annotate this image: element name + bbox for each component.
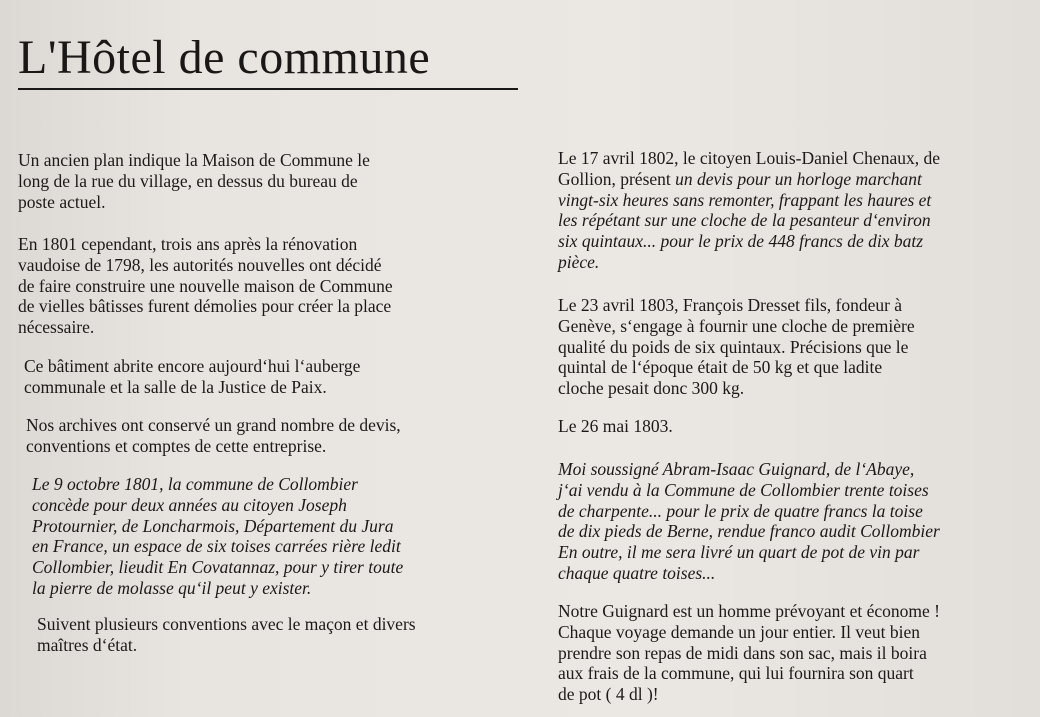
paragraph-text: Suivent plusieurs conventions avec le maçon et divers maîtres d‘état. (37, 614, 416, 655)
page-title: L'Hôtel de commune (18, 31, 431, 84)
paragraph-text: Notre Guignard est un homme prévoyant et économe ! Chaque voyage demande un jour entier. Il veut bien prendre son repas de midi dans son sac, mais il boira aux frais de la commune, qui lui fournira son quart de pot ( 4 dl )! (558, 601, 940, 705)
paragraph-text: Le 9 octobre 1801, la commune de Collombier concède pour deux années au citoyen Joseph Protournier, de Loncharmois, Département du Jura en France, un espace de six toises carrées rière ledit Collombier, lieudit En Covatannaz, pour y tirer toute la pierre de molasse qu‘il peut y exister. (32, 474, 404, 598)
paragraph-text: Un ancien plan indique la Maison de Commune le long de la rue du village, en dessus du bureau de poste actuel. (18, 150, 370, 212)
right-paragraph-4-quote (558, 459, 1040, 584)
left-paragraph-4 (26, 415, 506, 457)
left-paragraph-5-quote (32, 474, 502, 599)
paragraph-text (558, 148, 1040, 273)
title-underline (18, 88, 518, 90)
right-paragraph-1 (558, 148, 1040, 273)
paragraph-text: Ce bâtiment abrite encore aujourd‘hui l‘auberge communale et la salle de la Justice de Paix. (24, 356, 361, 397)
left-paragraph-2 (18, 234, 498, 338)
paragraph-text: En 1801 cependant, trois ans après la rénovation vaudoise de 1798, les autorités nouvelles ont décidé de faire construire une nouvelle maison de Commune de vielles bâtisses furent démolies pour créer la place nécessaire. (18, 234, 393, 338)
paragraph-text: Le 23 avril 1803, François Dresset fils, fondeur à Genève, s‘engage à fournir une cloche de première qualité du poids de six quintaux. Précisions que le quintal de l‘époque était de 50 kg et que ladite cloche pesait donc 300 kg. (558, 295, 915, 399)
left-paragraph-6 (37, 614, 507, 656)
right-paragraph-5 (558, 601, 1040, 705)
paragraph-text-italic: un devis pour un horloge marchant vingt-six heures sans remonter, frappant les haures et les répétant sur une cloche de la pesanteur d‘environ six quintaux... pour le prix de 448 francs de dix batz pièce. (558, 168, 932, 272)
paragraph-text-roman: Le 17 avril 1802, le citoyen Louis-Daniel Chenaux, de Gollion, présent (558, 148, 940, 189)
paragraph-text: Moi soussigné Abram-Isaac Guignard, de l‘Abaye, j‘ai vendu à la Commune de Collombier trente toises de charpente... pour le prix de quatre francs la toise de dix pieds de Berne, rendue franco audit Collombier En outre, il me sera livré un quart de pot de vin par chaque quatre toises... (558, 459, 940, 583)
left-paragraph-1 (18, 150, 498, 212)
paragraph-text: Nos archives ont conservé un grand nombre de devis, conventions et comptes de cette entreprise. (26, 415, 401, 456)
right-paragraph-2 (558, 295, 1040, 399)
left-paragraph-3 (24, 356, 504, 398)
right-paragraph-3 (558, 416, 1040, 437)
paragraph-text: Le 26 mai 1803. (558, 416, 673, 436)
